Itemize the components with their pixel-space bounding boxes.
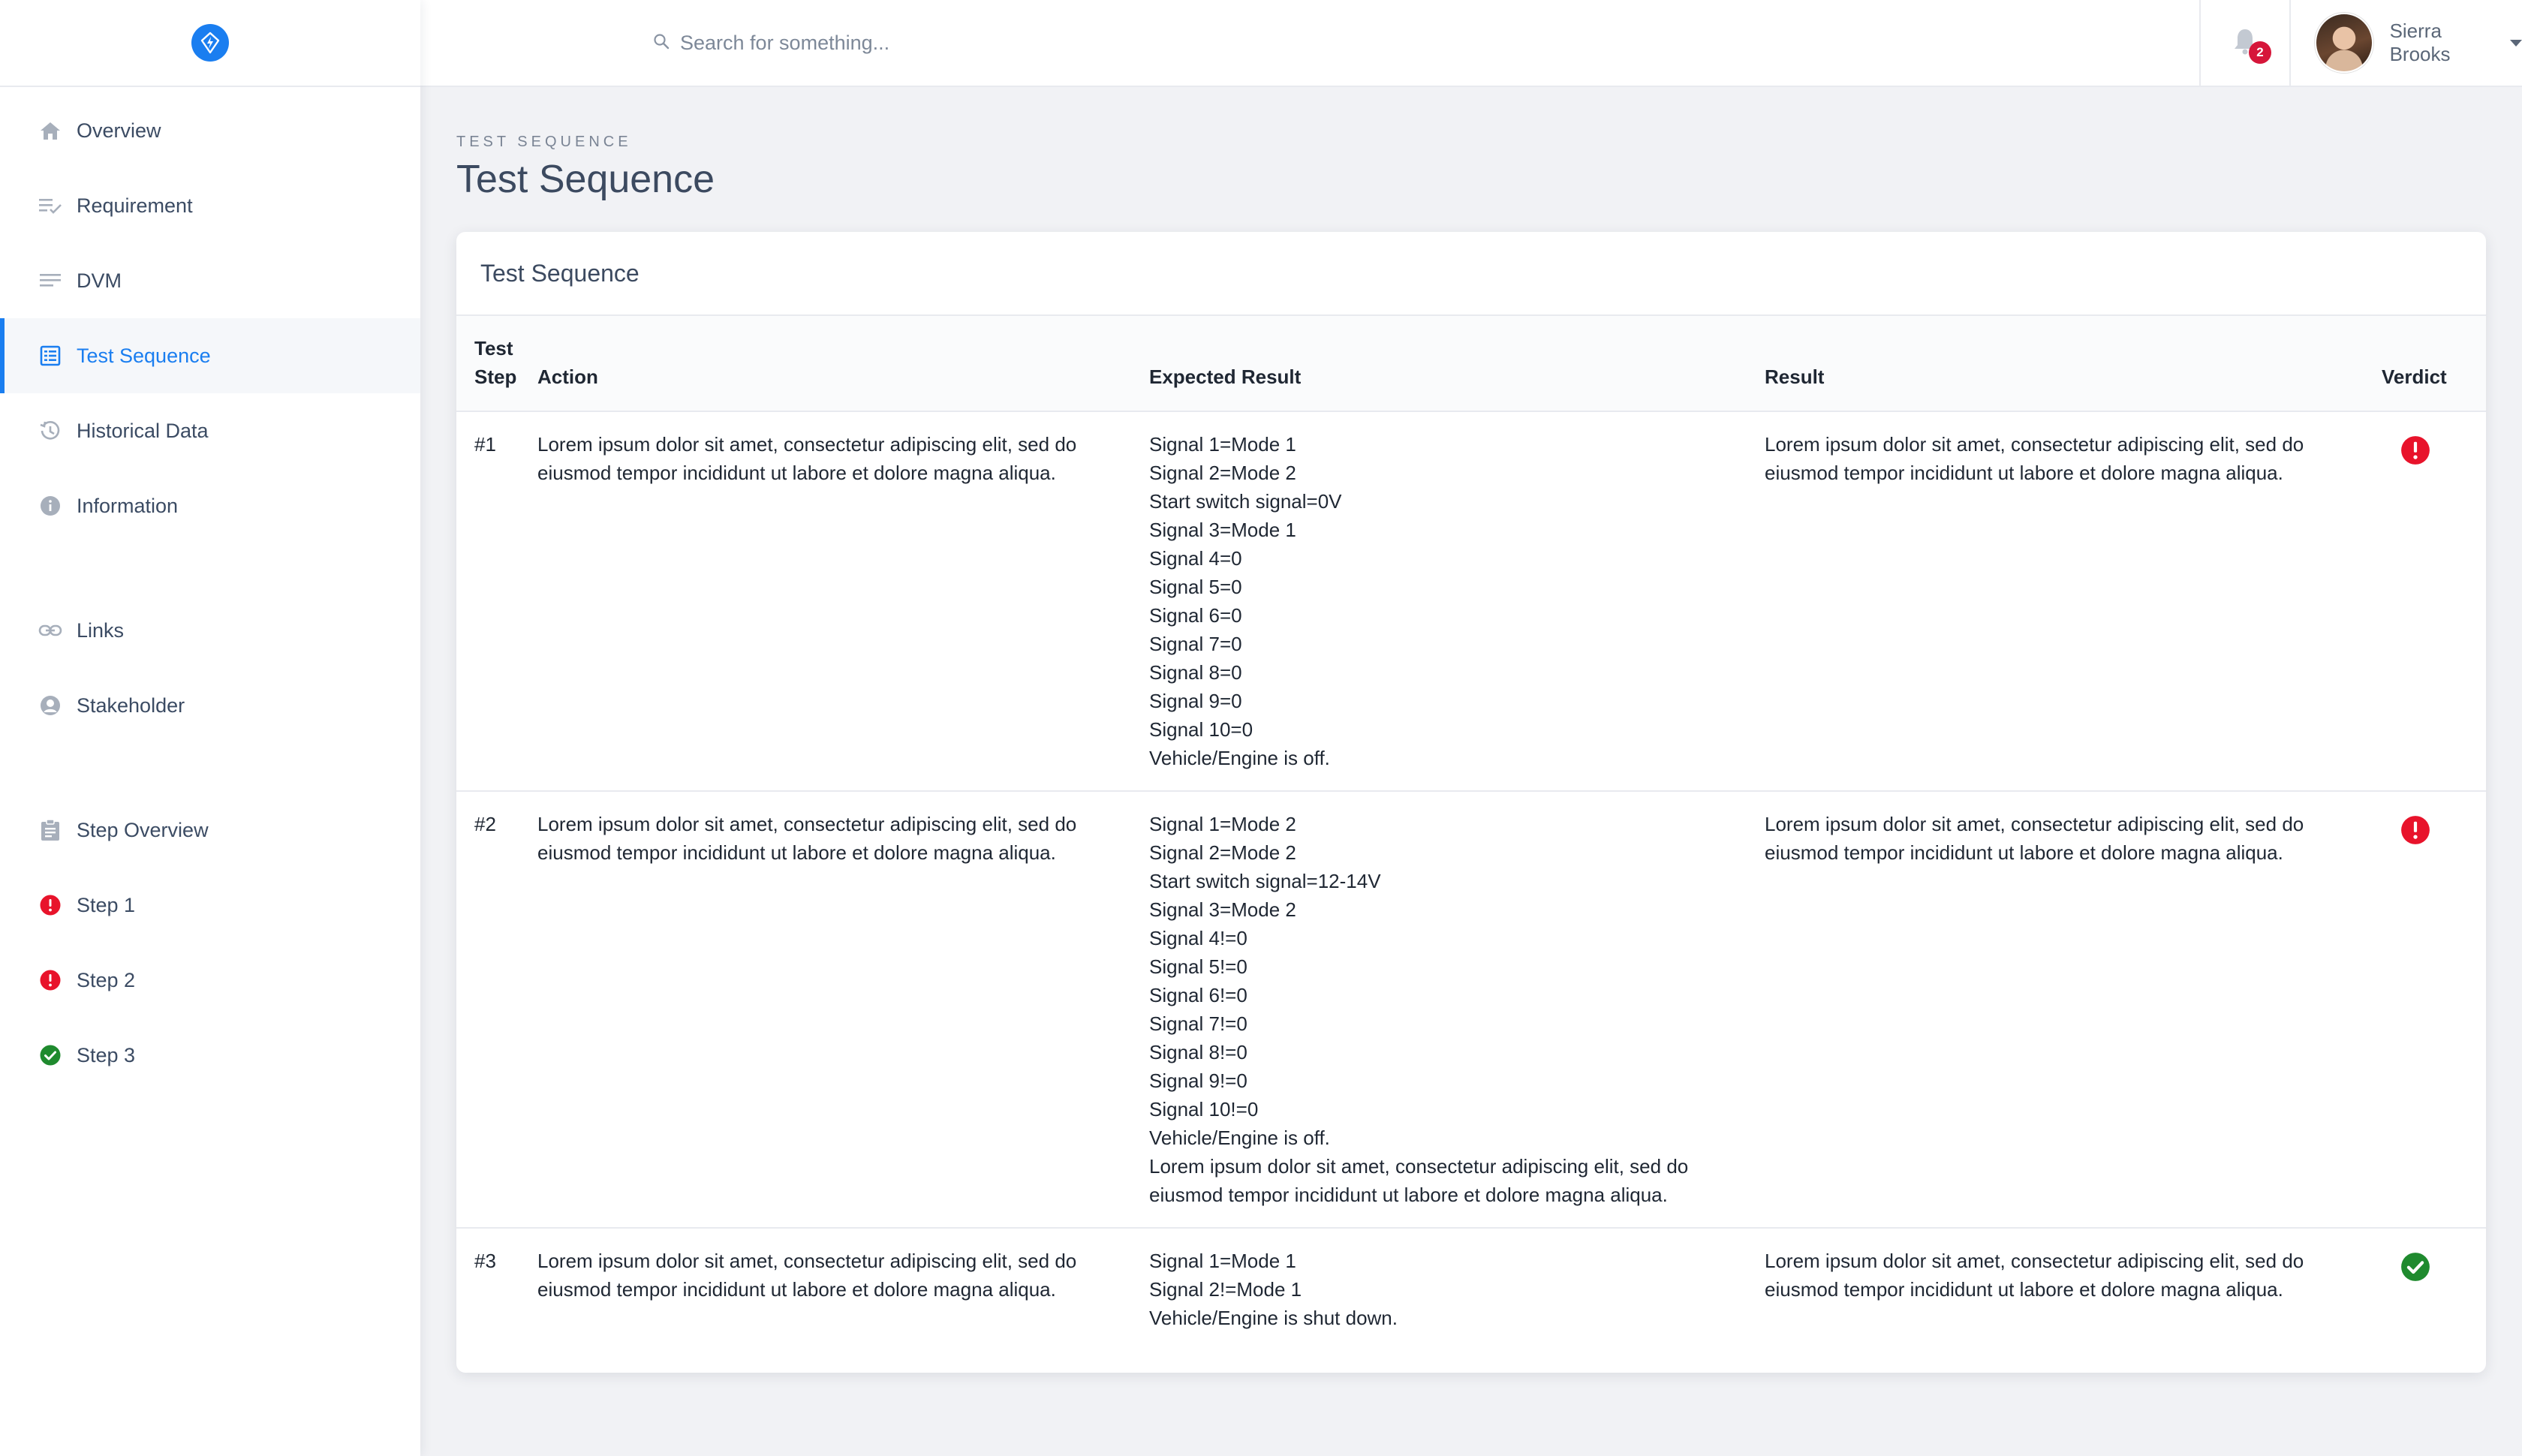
sidebar-item-label: Historical Data xyxy=(77,419,209,442)
top-header xyxy=(420,0,2522,87)
sidebar-item-information[interactable] xyxy=(0,468,420,543)
expected-result-line: Signal 6=0 xyxy=(1149,604,1242,627)
verdict-cell xyxy=(2382,411,2486,791)
test-step-cell: #1 xyxy=(474,433,496,456)
notifications-button[interactable] xyxy=(2199,0,2291,86)
expected-result-line: Vehicle/Engine is off. xyxy=(1149,1127,1330,1149)
sidebar-item-label: Step 1 xyxy=(77,893,136,916)
chevron-down-icon xyxy=(2510,40,2522,47)
expected-result-line: Signal 8!=0 xyxy=(1149,1041,1247,1063)
expected-result-line: Signal 3=Mode 2 xyxy=(1149,898,1296,921)
alert-icon xyxy=(38,892,63,918)
expected-result-cell xyxy=(1149,791,1765,1228)
alert-icon xyxy=(2400,435,2431,474)
expected-result-line: Signal 1=Mode 1 xyxy=(1149,433,1296,456)
home-icon xyxy=(38,118,63,143)
table-row xyxy=(456,791,2486,1228)
expected-result-line: Signal 2!=Mode 1 xyxy=(1149,1278,1302,1301)
action-cell: Lorem ipsum dolor sit amet, consectetur adipiscing elit, sed do eiusmod tempor incididunt ut labore et dolore magna aliqua. xyxy=(537,433,1077,484)
user-name: Sierra Brooks xyxy=(2389,20,2451,65)
sidebar-item-step-1[interactable] xyxy=(0,868,420,943)
expected-result-line: Signal 3=Mode 1 xyxy=(1149,519,1296,541)
expected-result-line: Signal 4!=0 xyxy=(1149,927,1247,949)
nav-spacer xyxy=(0,743,420,793)
avatar xyxy=(2315,13,2373,73)
expected-result-line: Signal 6!=0 xyxy=(1149,984,1247,1006)
link-icon xyxy=(38,618,63,643)
expected-result-line: Signal 5=0 xyxy=(1149,576,1242,598)
sidebar xyxy=(0,0,420,1456)
sidebar-logo[interactable] xyxy=(0,0,420,87)
expected-result-line: Signal 9=0 xyxy=(1149,690,1242,712)
search-input[interactable] xyxy=(680,32,1356,55)
expected-result-line: Signal 1=Mode 1 xyxy=(1149,1250,1296,1272)
table-row xyxy=(456,411,2486,791)
result-cell: Lorem ipsum dolor sit amet, consectetur adipiscing elit, sed do eiusmod tempor incididunt ut labore et dolore magna aliqua. xyxy=(1765,1250,2304,1301)
sidebar-item-label: Test Sequence xyxy=(77,344,211,367)
search-bar xyxy=(653,32,2199,55)
column-header-result: Result xyxy=(1765,316,2382,411)
sidebar-item-dvm[interactable] xyxy=(0,243,420,318)
test-step-cell: #2 xyxy=(474,813,496,835)
diamond-logo-icon xyxy=(191,24,229,62)
column-header-test-step xyxy=(456,316,537,411)
sidebar-item-label: Step Overview xyxy=(77,818,209,841)
column-header-line: Step xyxy=(474,366,517,388)
table-icon xyxy=(38,343,63,369)
sidebar-item-label: Step 3 xyxy=(77,1043,136,1066)
result-cell: Lorem ipsum dolor sit amet, consectetur adipiscing elit, sed do eiusmod tempor incididunt ut labore et dolore magna aliqua. xyxy=(1765,433,2304,484)
expected-result-line: Signal 2=Mode 2 xyxy=(1149,462,1296,484)
info-icon xyxy=(38,493,63,519)
sidebar-item-step-overview[interactable] xyxy=(0,793,420,868)
expected-result-line: Signal 7=0 xyxy=(1149,633,1242,655)
check-icon xyxy=(2400,1251,2431,1290)
action-cell: Lorem ipsum dolor sit amet, consectetur adipiscing elit, sed do eiusmod tempor incididunt ut labore et dolore magna aliqua. xyxy=(537,813,1077,864)
expected-result-cell xyxy=(1149,411,1765,791)
expected-result-cell xyxy=(1149,1228,1765,1350)
table-row xyxy=(456,1228,2486,1350)
test-step-cell: #3 xyxy=(474,1250,496,1272)
sidebar-item-step-2[interactable] xyxy=(0,943,420,1018)
verdict-cell xyxy=(2382,791,2486,1228)
sidebar-item-label: Links xyxy=(77,618,125,642)
list-check-icon xyxy=(38,193,63,218)
action-cell: Lorem ipsum dolor sit amet, consectetur adipiscing elit, sed do eiusmod tempor incididunt ut labore et dolore magna aliqua. xyxy=(537,1250,1077,1301)
page-title: Test Sequence xyxy=(456,158,715,201)
column-header-expected-result: Expected Result xyxy=(1149,316,1765,411)
expected-result-line: Signal 5!=0 xyxy=(1149,955,1247,978)
column-header-line: Test xyxy=(474,337,513,359)
expected-result-line: Lorem ipsum dolor sit amet, consectetur adipiscing elit, sed do eiusmod tempor incididunt ut labore et dolore magna aliqua. xyxy=(1149,1155,1689,1206)
expected-result-line: Signal 4=0 xyxy=(1149,547,1242,570)
test-sequence-table xyxy=(456,316,2486,1350)
clipboard-icon xyxy=(38,817,63,843)
user-menu[interactable] xyxy=(2291,13,2522,73)
sidebar-item-label: Requirement xyxy=(77,194,193,217)
expected-result-line: Signal 7!=0 xyxy=(1149,1012,1247,1035)
sidebar-item-historical-data[interactable] xyxy=(0,393,420,468)
nav-spacer xyxy=(0,543,420,593)
alert-icon xyxy=(2400,814,2431,853)
expected-result-line: Start switch signal=12-14V xyxy=(1149,870,1381,892)
expected-result-line: Vehicle/Engine is off. xyxy=(1149,747,1330,769)
sidebar-item-stakeholder[interactable] xyxy=(0,668,420,743)
sidebar-item-label: Information xyxy=(77,494,179,517)
breadcrumb: TEST SEQUENCE xyxy=(456,134,632,150)
card-title: Test Sequence xyxy=(456,232,2486,316)
expected-result-line: Signal 9!=0 xyxy=(1149,1069,1247,1092)
test-sequence-card xyxy=(456,232,2486,1373)
sidebar-item-label: Stakeholder xyxy=(77,693,185,717)
search-icon xyxy=(653,33,670,53)
expected-result-line: Start switch signal=0V xyxy=(1149,490,1342,513)
sidebar-item-label: Overview xyxy=(77,119,161,142)
expected-result-line: Signal 1=Mode 2 xyxy=(1149,813,1296,835)
table-header-row xyxy=(456,316,2486,411)
expected-result-line: Signal 2=Mode 2 xyxy=(1149,841,1296,864)
sidebar-item-test-sequence[interactable] xyxy=(0,318,420,393)
alert-icon xyxy=(38,967,63,993)
notification-count-badge: 2 xyxy=(2249,41,2271,64)
sidebar-item-label: Step 2 xyxy=(77,968,136,991)
lines-icon xyxy=(38,268,63,293)
sidebar-item-overview[interactable] xyxy=(0,93,420,168)
verdict-cell xyxy=(2382,1228,2486,1350)
user-circle-icon xyxy=(38,693,63,718)
column-header-verdict: Verdict xyxy=(2382,316,2486,411)
history-icon xyxy=(38,418,63,444)
result-cell: Lorem ipsum dolor sit amet, consectetur adipiscing elit, sed do eiusmod tempor incididunt ut labore et dolore magna aliqua. xyxy=(1765,813,2304,864)
sidebar-item-step-3[interactable] xyxy=(0,1018,420,1093)
expected-result-line: Signal 8=0 xyxy=(1149,661,1242,684)
main-content xyxy=(456,87,2486,1373)
expected-result-line: Vehicle/Engine is shut down. xyxy=(1149,1307,1398,1329)
check-icon xyxy=(38,1042,63,1068)
expected-result-line: Signal 10=0 xyxy=(1149,718,1253,741)
sidebar-item-links[interactable] xyxy=(0,593,420,668)
expected-result-line: Signal 10!=0 xyxy=(1149,1098,1259,1121)
column-header-action: Action xyxy=(537,316,1149,411)
sidebar-item-label: DVM xyxy=(77,269,122,292)
table-body xyxy=(456,411,2486,1350)
sidebar-item-requirement[interactable] xyxy=(0,168,420,243)
sidebar-nav xyxy=(0,87,420,1093)
